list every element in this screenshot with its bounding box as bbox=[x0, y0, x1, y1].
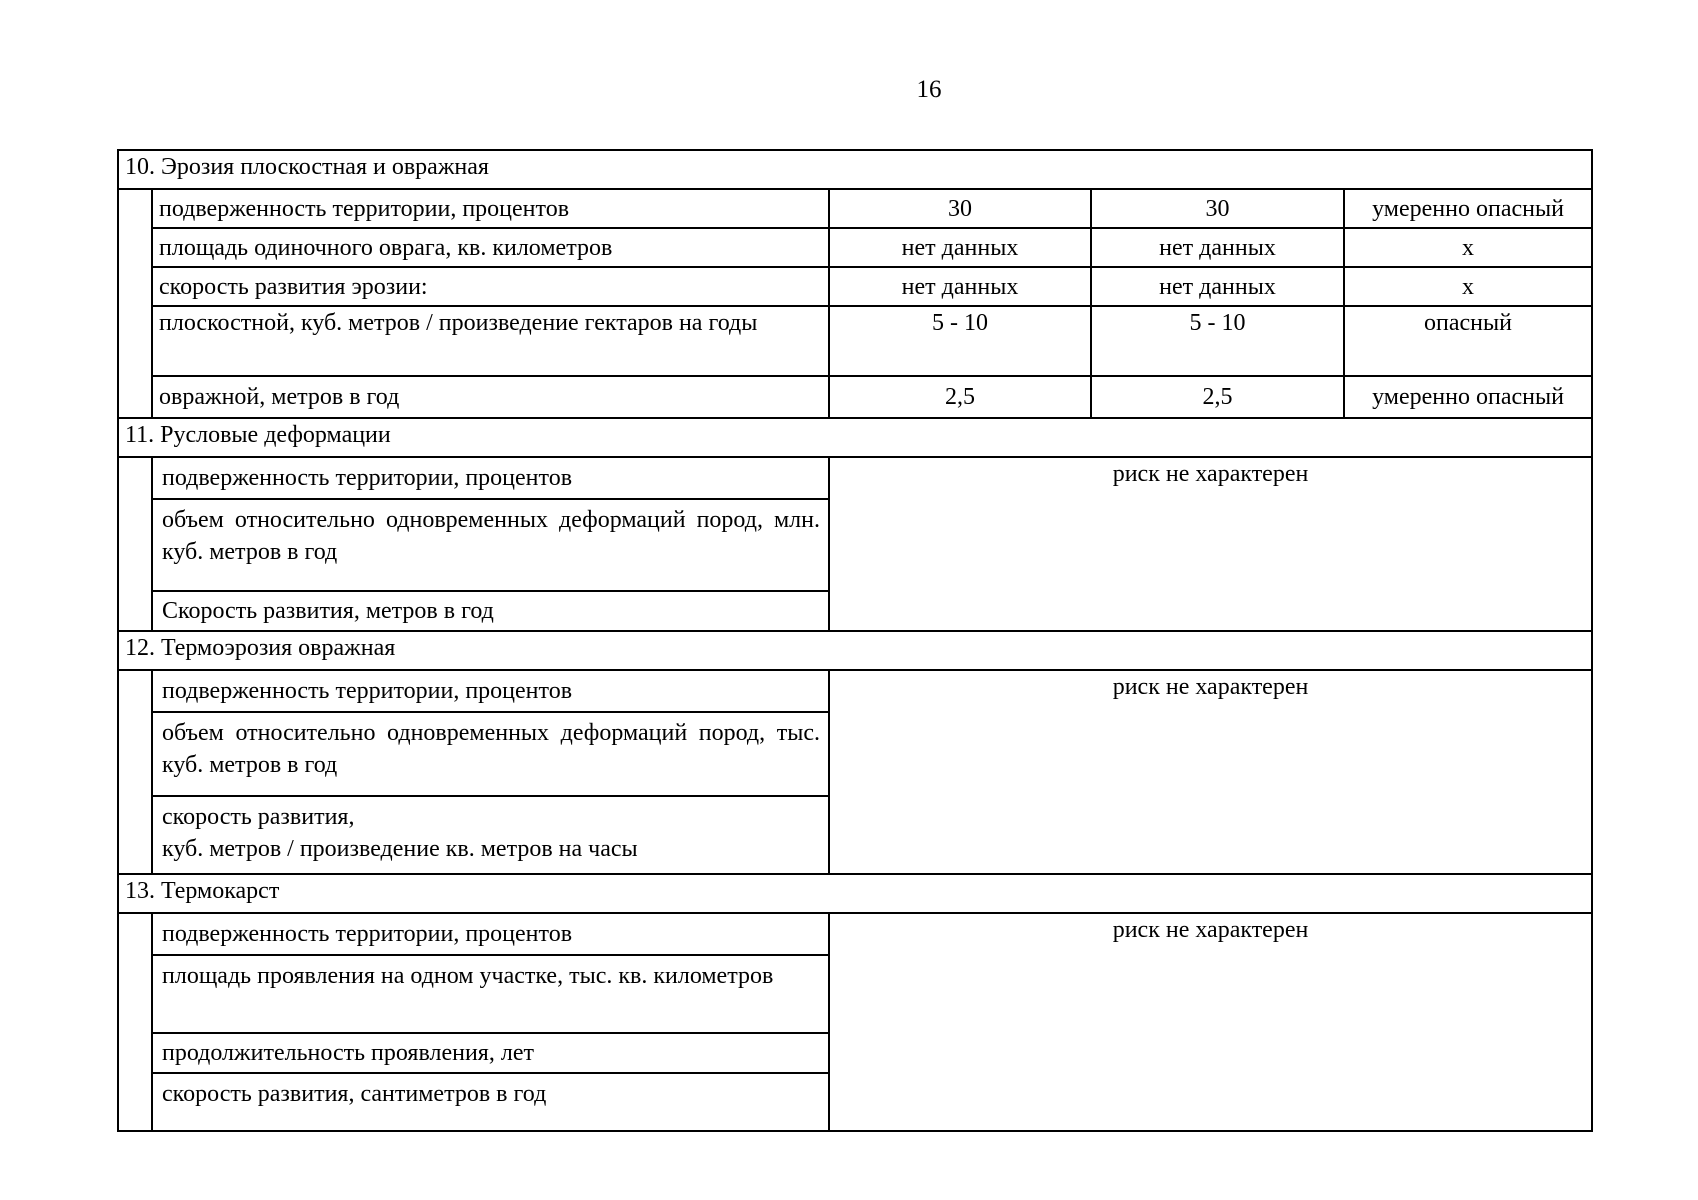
table-row bbox=[118, 306, 1592, 376]
table-row bbox=[118, 376, 1592, 418]
hazard-level-cell: умеренно опасный bbox=[1344, 189, 1592, 228]
hazard-level-cell: опасный bbox=[1344, 306, 1592, 376]
section-header-row bbox=[118, 150, 1592, 189]
param-cell: площадь одиночного оврага, кв. километров bbox=[152, 228, 829, 267]
table-row bbox=[118, 189, 1592, 228]
risk-status-cell: риск не характерен bbox=[829, 457, 1592, 631]
param-cell: овражной, метров в год bbox=[152, 376, 829, 418]
table-row bbox=[118, 457, 1592, 499]
param-cell bbox=[152, 796, 829, 874]
param-cell: подверженность территории, процентов bbox=[152, 457, 829, 499]
section-title: 12. Термоэрозия овражная bbox=[118, 631, 1592, 670]
value-cell: 2,5 bbox=[829, 376, 1091, 418]
param-cell: площадь проявления на одном участке, тыс. кв. километров bbox=[152, 955, 829, 1033]
risk-status-cell: риск не характерен bbox=[829, 913, 1592, 1131]
param-cell: объем относительно одновременных деформаций пород, тыс. куб. метров в год bbox=[152, 712, 829, 796]
value-cell: нет данных bbox=[829, 267, 1091, 306]
value-cell: 5 - 10 bbox=[829, 306, 1091, 376]
value-cell: 30 bbox=[1091, 189, 1344, 228]
value-cell: 5 - 10 bbox=[1091, 306, 1344, 376]
hazard-level-cell: x bbox=[1344, 267, 1592, 306]
param-cell: плоскостной, куб. метров / произведение гектаров на годы bbox=[152, 306, 829, 376]
hazard-level-cell: умеренно опасный bbox=[1344, 376, 1592, 418]
param-cell: объем относительно одновременных деформаций пород, млн. куб. метров в год bbox=[152, 499, 829, 591]
param-line: скорость развития, bbox=[162, 804, 355, 830]
param-cell: скорость развития эрозии: bbox=[152, 267, 829, 306]
risk-status-cell: риск не характерен bbox=[829, 670, 1592, 874]
indent-cell bbox=[118, 670, 152, 874]
hazard-table bbox=[117, 149, 1593, 1132]
section-title: 13. Термокарст bbox=[118, 874, 1592, 913]
value-cell: нет данных bbox=[1091, 267, 1344, 306]
param-cell: подверженность территории, процентов bbox=[152, 189, 829, 228]
hazard-level-cell: x bbox=[1344, 228, 1592, 267]
param-cell: подверженность территории, процентов bbox=[152, 670, 829, 712]
section-header-row bbox=[118, 874, 1592, 913]
table-row bbox=[118, 913, 1592, 955]
table-row bbox=[118, 267, 1592, 306]
indent-cell bbox=[118, 457, 152, 631]
param-cell: скорость развития, сантиметров в год bbox=[152, 1073, 829, 1131]
param-cell: подверженность территории, процентов bbox=[152, 913, 829, 955]
param-line: куб. метров / произведение кв. метров на часы bbox=[162, 836, 638, 862]
table-row bbox=[118, 670, 1592, 712]
section-title: 11. Русловые деформации bbox=[118, 418, 1592, 457]
indent-cell bbox=[118, 189, 152, 418]
param-cell: продолжительность проявления, лет bbox=[152, 1033, 829, 1073]
table-row bbox=[118, 228, 1592, 267]
section-header-row bbox=[118, 631, 1592, 670]
value-cell: нет данных bbox=[829, 228, 1091, 267]
section-title: 10. Эрозия плоскостная и овражная bbox=[118, 150, 1592, 189]
indent-cell bbox=[118, 913, 152, 1131]
section-header-row bbox=[118, 418, 1592, 457]
value-cell: нет данных bbox=[1091, 228, 1344, 267]
page-number: 16 bbox=[916, 76, 942, 103]
value-cell: 30 bbox=[829, 189, 1091, 228]
value-cell: 2,5 bbox=[1091, 376, 1344, 418]
param-cell: Скорость развития, метров в год bbox=[152, 591, 829, 631]
